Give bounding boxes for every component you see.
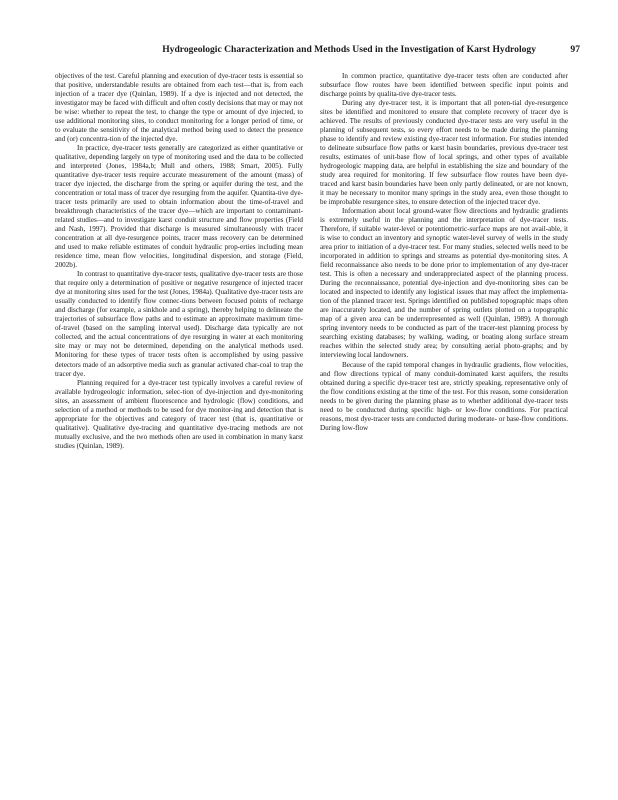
paragraph: Planning required for a dye-tracer test typically involves a careful review of available hydrogeologic information, selec-tion of dye-injection and dye-monitoring sites, an assessment of ambient fluorescence and hydrologic (flow) conditions, and selection of a method or methods to be used for dye monitor-ing and detection that is appropriate for the objectives and category of tracer test (that is, quantitative or qualitative). Qualitative dye-tracing and quantitative dye-tracing methods are not mutually exclusive, and the two methods often are used in combination in many karst studies (Quinlan, 1989).	[55, 378, 303, 450]
left-column	[55, 72, 303, 451]
paragraph: Information about local ground-water flow directions and hydraulic gradients is extremely useful in the planning and the interpretation of dye-tracer tests. Therefore, if suitable water-level or potentiometric-surface maps are not avail-able, it is wise to conduct an inventory and synoptic water-level survey of wells in the study area prior to initiation of a dye-tracer test. For many studies, selected wells need to be incorporated in addition to springs and streams as potential dye-monitoring sites. A field reconnaissance also needs to be done prior to implementation of any dye-tracer test. This is often a necessary and underappreciated aspect of the planning process. During the reconnaissance, potential dye-injection and dye-monitoring sites can be located and inspected to identify any logistical issues that may affect the implementa-tion of the planned tracer test. Springs identified on published topographic maps often are inaccurately located, and the number of spring outlets plotted on a topographic map of a given area can be underrepresented as well (Quinlan, 1989). A thorough spring inventory needs to be conducted as part of the tracer-test planning process by searching existing databases; by walking, wading, or boating along surface stream reaches within the selected study area; by consulting aerial photo-graphs; and by interviewing local landowners.	[320, 207, 568, 360]
running-head: Hydrogeologic Characterization and Methods Used in the Investigation of Karst Hydrology	[162, 44, 536, 55]
page-number: 97	[570, 44, 580, 55]
right-column	[320, 72, 568, 433]
page-header	[40, 44, 580, 58]
paragraph: In practice, dye-tracer tests generally are categorized as either quantitative or qualitative, depending largely on type of monitoring used and the data to be collected and interpreted (Jones, 1984a,b; Mull and others, 1988; Smart, 2005). Fully quantitative dye-tracer tests require accurate measurement of the amount (mass) of tracer dye injected, the discharge from the spring or aquifer during the test, and the concentration or total mass of tracer dye resurging from the aquifer. Quantita-tive dye-tracer tests primarily are used to obtain information about the time-of-travel and breakthrough characteristics of the tracer dye—which are important to contaminant-related studies—and to investigate karst conduit structure and flow properties (Field and Nash, 1997). Provided that discharge is measured simultaneously with tracer concentration at all dye-resurgence points, tracer mass recovery can be determined and used to make reliable estimates of conduit hydraulic prop-erties including mean residence time, mean flow velocities, longitudinal dispersion, and storage (Field, 2002b).	[55, 144, 303, 270]
paragraph: In common practice, quantitative dye-tracer tests often are conducted after subsurface flow routes have been identified between specific input points and discharge points by qualita-tive dye-tracer tests.	[320, 72, 568, 99]
paragraph: During any dye-tracer test, it is important that all poten-tial dye-resurgence sites be identified and monitored to ensure that complete recovery of tracer dye is achieved. The results of previously conducted dye-tracer tests are very useful in the planning of subsequent tests, so every effort needs to be made during the planning phase to identify and review existing dye-tracer test information. For studies intended to delineate subsurface flow paths or karst basin boundaries, previous dye-tracer test results, estimates of unit-base flow of local springs, and other types of available hydrogeologic mapping data, are helpful in establishing the size and boundary of the study area required for monitoring. If few subsurface flow routes have been dye-traced and karst basin boundaries have been only partly delineated, or are not known, it may be necessary to monitor many springs in the study area, even those thought to be improbable resurgence sites, to ensure detection of the injected tracer dye.	[320, 99, 568, 207]
paragraph: In contrast to quantitative dye-tracer tests, qualitative dye-tracer tests are those that require only a determination of positive or negative resurgence of injected tracer dye at monitoring sites used for the test (Jones, 1984a). Qualitative dye-tracer tests are usually conducted to identify flow connec-tions between focused points of recharge and discharge (for example, a sinkhole and a spring), thereby helping to delineate the trajectories of subsurface flow paths and to estimate an approximate maximum time-of-travel (based on the sampling interval used). Discharge data typically are not collected, and the actual concentrations of dye resurging in water at each monitoring site may or may not be determined, depending on the analytical methods used. Monitoring for these types of tracer tests often is accomplished by using passive detectors made of an adsorptive media such as granular activated char-coal to trap the tracer dye.	[55, 270, 303, 378]
paragraph: objectives of the test. Careful planning and execution of dye-tracer tests is essential so that positive, understandable results are obtained from each test—that is, from each injection of a tracer dye (Quinlan, 1989). If a dye is injected and not detected, the investigator may be faced with difficult and often costly decisions that may or may not be wise: whether to repeat the test, to change the type or amount of dye injected, to use additional monitoring sites, to conduct monitoring for a longer period of time, or to evaluate the sensitivity of the analytical method being used to detect the presence and (or) concentra-tion of the injected dye.	[55, 72, 303, 144]
paragraph: Because of the rapid temporal changes in hydraulic gradients, flow velocities, and flow directions typical of many conduit-dominated karst aquifers, the results obtained during a specific dye-tracer test are, strictly speaking, representative only of the flow conditions existing at the time of the test. For this reason, some consideration needs to be given during the planning phase as to whether additional dye-tracer tests need to be conducted during specific high- or low-flow conditions. For practical reasons, most dye-tracer tests are conducted during moderate- or base-flow conditions. During low-flow	[320, 360, 568, 432]
